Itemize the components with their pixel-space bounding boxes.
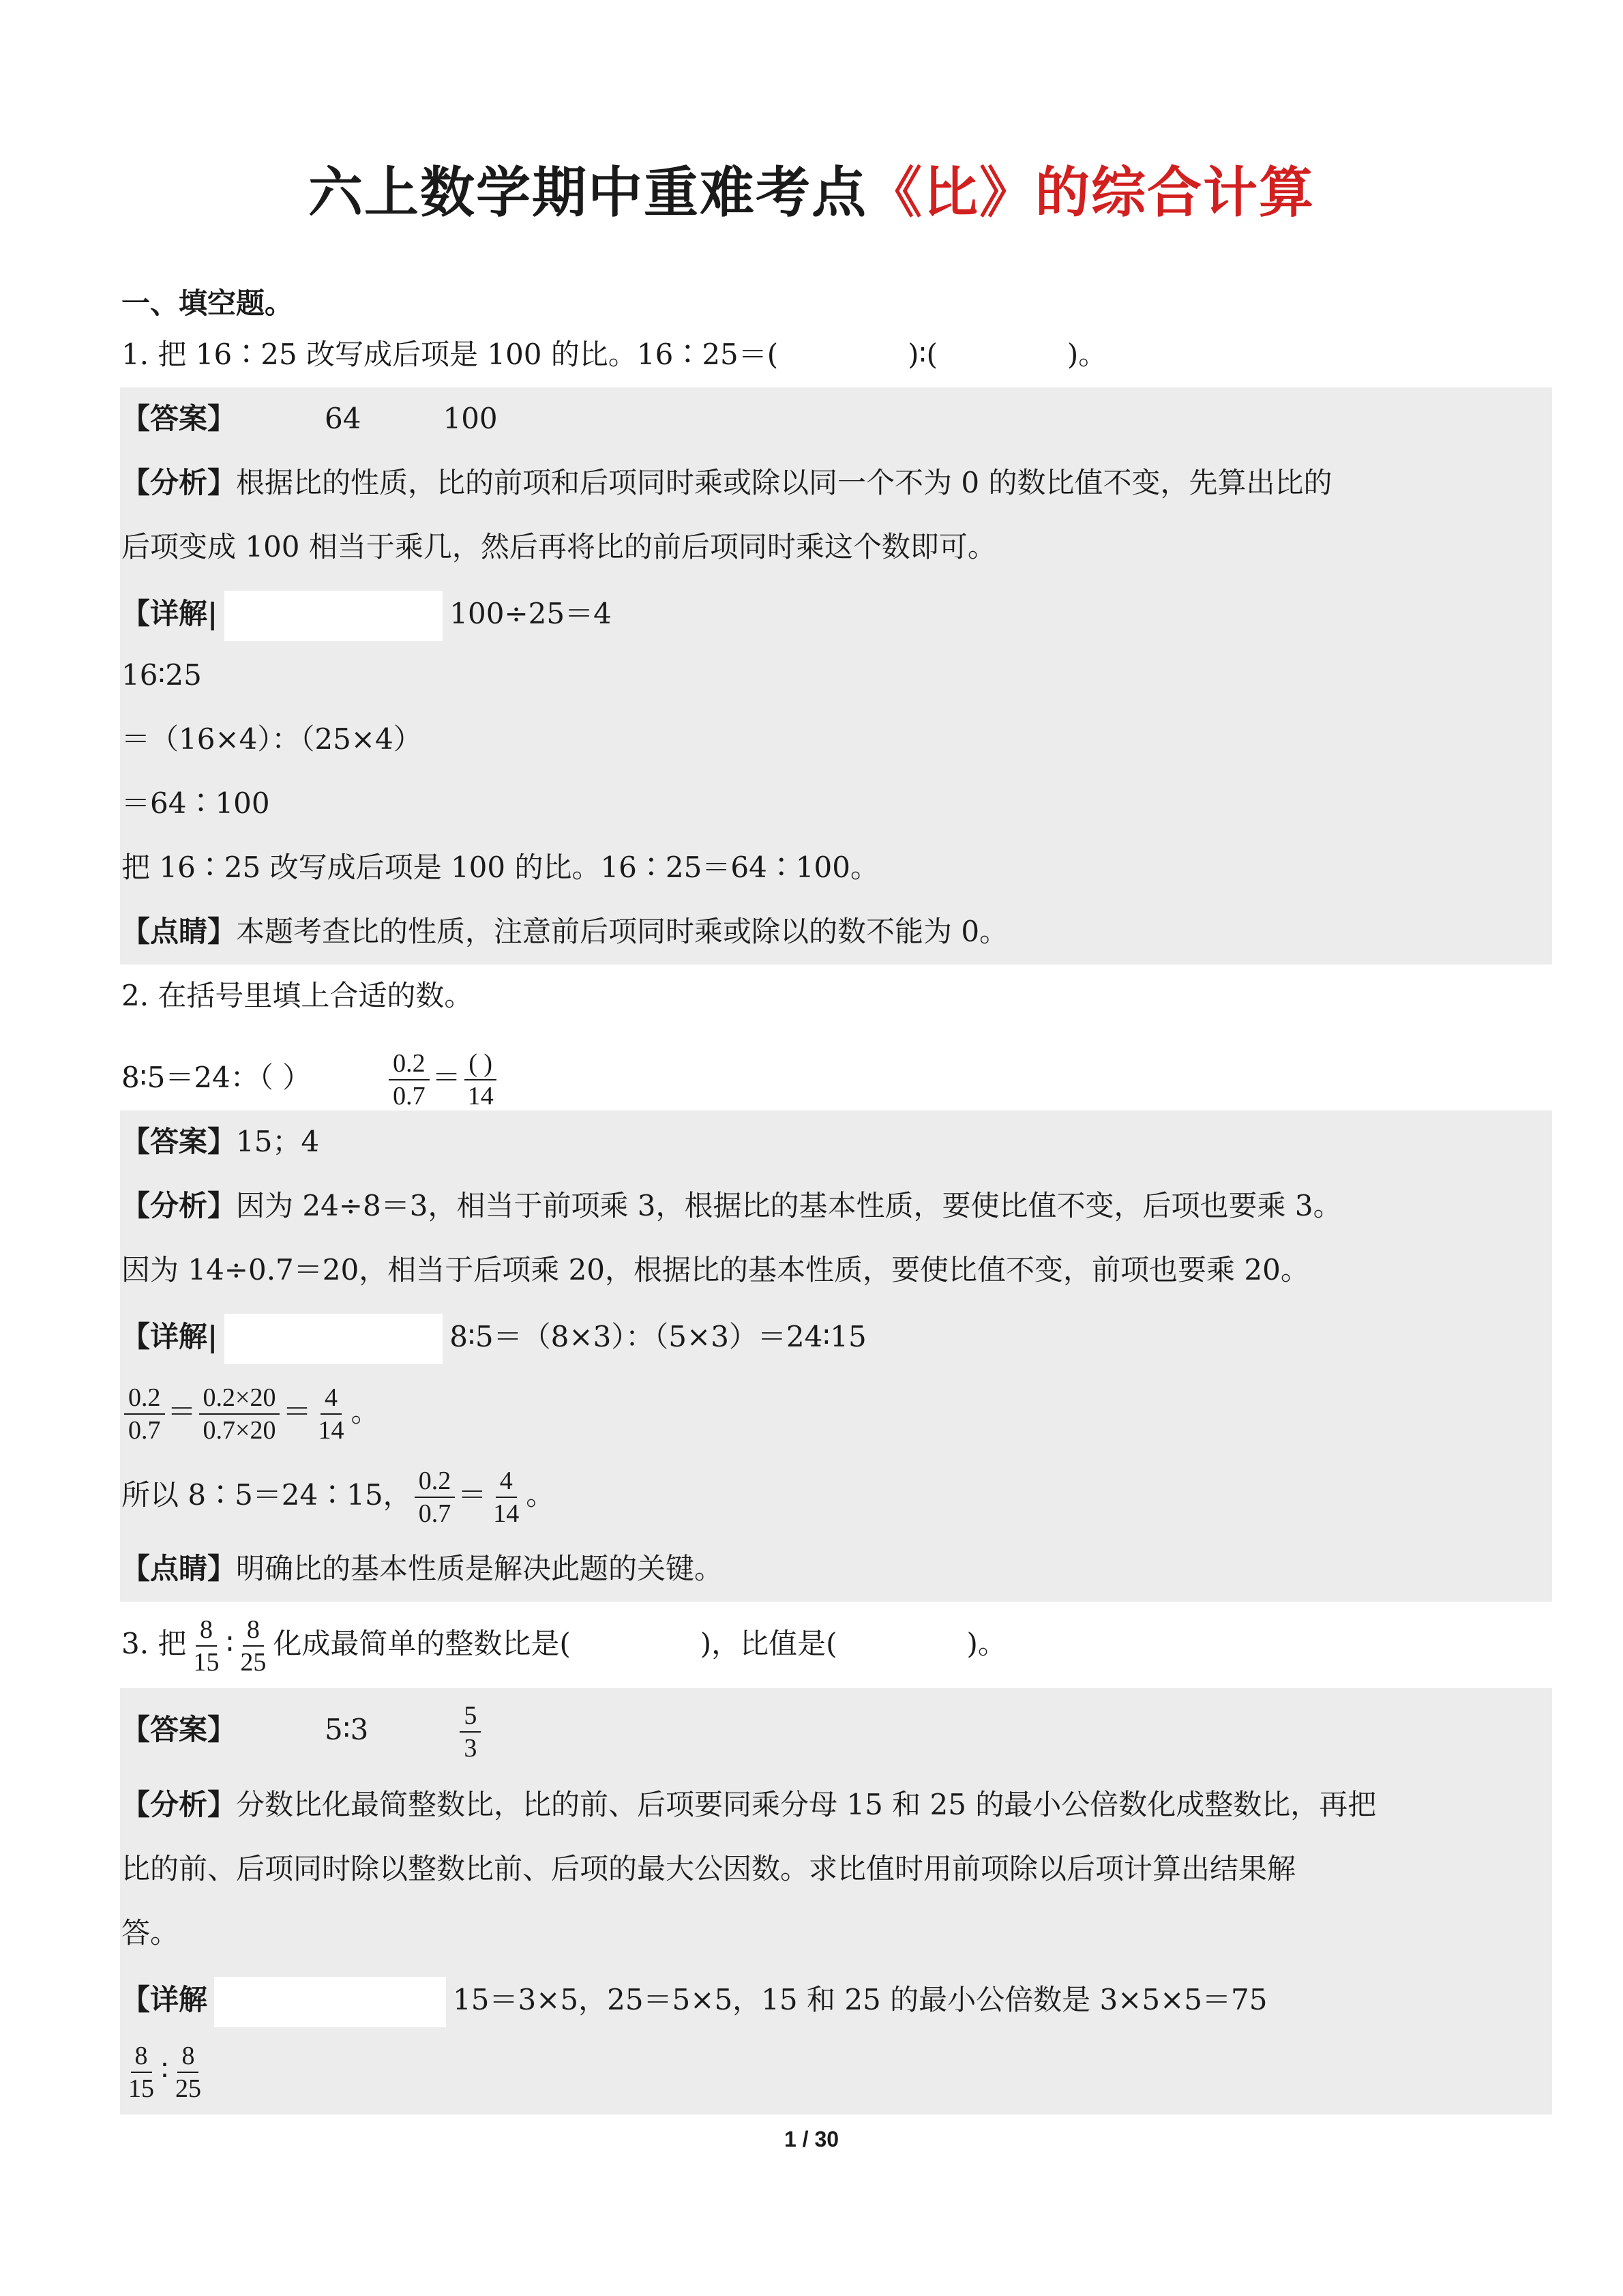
q3-analysis-line-2: 比的前、后项同时除以整数比前、后项的最大公因数。求比值时用前项除以后项计算出结果解 (121, 1852, 1296, 1885)
q3-detail-label: 【详解 (121, 1983, 208, 2016)
q2-so-period: 。 (526, 1478, 555, 1512)
q1-detail-blank (224, 591, 443, 641)
q1-analysis-line-2: 后项变成 100 相当于乘几，然后再将比的前后项同时乘这个数即可。 (121, 530, 996, 563)
q3-answer (121, 1696, 483, 1764)
q3-stem-mid2: )，比值是( (700, 1627, 837, 1660)
q1-answer (121, 398, 498, 439)
q2-comment-text: 明确比的基本性质是解决此题的关键。 (236, 1552, 724, 1585)
q3-answer-ratio: 5∶3 (325, 1713, 369, 1746)
q3-detail-text-0: 15＝3×5，25＝5×5，15 和 25 的最小公倍数是 3×5×5＝75 (453, 1983, 1268, 2016)
q3-dr-b-num: 8 (177, 2040, 198, 2073)
q2-d2-den: 0.7×20 (203, 1416, 276, 1445)
q3-detail-line-0 (121, 1977, 1267, 2027)
q2-so-f2-den: 14 (493, 1499, 520, 1528)
section-heading: 一、填空题。 (121, 286, 294, 320)
q1-analysis-text-1: 根据比的性质，比的前项和后项同时乘或除以同一个不为 0 的数比值不变，先算出比的 (236, 466, 1332, 499)
q1-answer-v1: 64 (325, 402, 361, 435)
q2-so-f2-num: 4 (496, 1465, 517, 1498)
q3-frac-b (236, 1614, 270, 1678)
q2-f2-num: ( ) (464, 1048, 496, 1080)
q2-analysis-line-1 (121, 1186, 1342, 1226)
q3-answer-label: 【答案】 (121, 1713, 237, 1746)
q1-stem-a: 1. 把 16∶25 改写成后项是 100 的比。16∶25＝( (121, 338, 779, 371)
q1-analysis-line-1 (121, 462, 1332, 503)
q1-detail-line-2: ＝（16×4）：（25×4） (121, 722, 422, 756)
page-title (0, 149, 1623, 227)
q3-fa-den: 15 (193, 1648, 220, 1677)
q3-stem-mid: 化成最简单的整数比是( (273, 1627, 571, 1660)
q2-so-text: 所以 8∶5＝24∶15， (121, 1478, 412, 1512)
q3-colon: ∶ (226, 1627, 234, 1660)
q2-so-f1-den: 0.7 (418, 1499, 451, 1528)
q2-d3 (314, 1382, 348, 1446)
question-3-stem (121, 1610, 1007, 1678)
q1-detail-line-0 (121, 591, 612, 641)
q3-analysis-line-3: 答。 (121, 1916, 179, 1949)
q2-answer (121, 1121, 319, 1162)
question-2-stem: 2. 在括号里填上合适的数。 (121, 979, 473, 1012)
q2-so-line (121, 1461, 554, 1529)
q2-detail-line-0 (121, 1314, 867, 1364)
q3-dr-a-num: 8 (131, 2040, 152, 2073)
q2-d-eq-1: ＝ (167, 1395, 196, 1428)
q2-detail-label: 【详解| (121, 1320, 218, 1353)
q3-fb-den: 25 (240, 1648, 267, 1677)
q2-equations (121, 1044, 501, 1112)
q3-analysis-text-1: 分数比化最简整数比，比的前、后项要同乘分母 15 和 25 的最小公倍数化成整数比，再把 (236, 1788, 1377, 1821)
q2-comment (121, 1548, 723, 1589)
q3-analysis-line-1 (121, 1784, 1376, 1825)
q3-frac-a (189, 1614, 223, 1678)
q2-fraction-left (389, 1048, 430, 1112)
q3-analysis-label: 【分析】 (121, 1788, 237, 1821)
q3-detail-fraction-ratio (121, 2036, 208, 2104)
q3-dr-a-den: 15 (128, 2074, 154, 2103)
q2-so-f2 (489, 1465, 523, 1529)
q2-analysis-label: 【分析】 (121, 1189, 237, 1222)
q2-detail-fractions (121, 1378, 379, 1446)
q1-detail-line-3: ＝64∶100 (121, 786, 270, 820)
q1-answer-v2: 100 (443, 402, 498, 435)
q2-comment-label: 【点睛】 (121, 1552, 237, 1585)
q2-f1-num: 0.2 (389, 1048, 430, 1080)
q1-detail-label: 【详解| (121, 597, 218, 630)
q2-d3-den: 14 (318, 1416, 344, 1445)
q2-d2 (199, 1382, 280, 1446)
q2-d-eq-2: ＝ (282, 1395, 312, 1428)
q2-detail-text-0: 8∶5＝（8×3）：（5×3）＝24∶15 (449, 1320, 867, 1353)
q2-f2-den: 14 (467, 1082, 494, 1110)
q2-d3-num: 4 (321, 1382, 342, 1415)
q1-comment-label: 【点睛】 (121, 915, 237, 948)
q3-fa-num: 8 (196, 1614, 217, 1647)
q2-fraction-right (464, 1048, 498, 1112)
q1-comment-text: 本题考查比的性质，注意前后项同时乘或除以的数不能为 0。 (236, 915, 1009, 948)
q3-dr-b (171, 2040, 205, 2104)
q2-answer-label: 【答案】 (121, 1125, 237, 1158)
q1-stem-b: )∶( (908, 338, 938, 371)
q3-stem-prefix: 3. 把 (121, 1627, 187, 1660)
q2-d2-num: 0.2×20 (199, 1382, 280, 1415)
q1-answer-label: 【答案】 (121, 402, 237, 435)
q1-stem-c: )。 (1067, 338, 1107, 371)
q2-analysis-text-1: 因为 24÷8＝3，相当于前项乘 3，根据比的基本性质，要使比值不变，后项也要乘 3。 (236, 1189, 1342, 1222)
q2-d1-den: 0.7 (128, 1416, 161, 1445)
q3-fb-num: 8 (243, 1614, 264, 1647)
q1-detail-line-1: 16∶25 (121, 658, 202, 692)
q2-so-f1-num: 0.2 (415, 1465, 456, 1498)
q3-dr-b-den: 25 (175, 2074, 201, 2103)
q2-eq1: 8∶5＝24：（ ） (121, 1061, 312, 1094)
q2-f1-den: 0.7 (393, 1082, 426, 1110)
q3-ans-num: 5 (460, 1700, 481, 1733)
question-1-stem (121, 334, 1107, 375)
q2-d-period: 。 (351, 1395, 380, 1428)
q2-eq-sign: ＝ (432, 1061, 461, 1094)
q2-so-eq: ＝ (458, 1478, 487, 1512)
q3-detail-blank (214, 1977, 446, 2027)
q1-detail-text-0: 100÷25＝4 (449, 597, 612, 630)
q3-ans-den: 3 (464, 1734, 477, 1763)
page-number: 1 / 30 (784, 2127, 839, 2151)
q2-detail-blank (224, 1314, 443, 1364)
q1-analysis-label: 【分析】 (121, 466, 237, 499)
q1-comment (121, 911, 1008, 952)
q2-d1-num: 0.2 (124, 1382, 165, 1415)
title-highlight: 《比》的综合计算 (867, 160, 1315, 224)
q1-detail-line-4: 把 16∶25 改写成后项是 100 的比。16∶25＝64∶100。 (121, 851, 879, 884)
q2-so-f1 (415, 1465, 456, 1529)
q3-stem-end: )。 (966, 1627, 1007, 1660)
q3-dr-a (124, 2040, 158, 2104)
q3-dr-colon: ∶ (161, 2053, 168, 2087)
q2-analysis-line-2: 因为 14÷0.7＝20，相当于后项乘 20，根据比的基本性质，要使比值不变，前项也要乘 20。 (121, 1253, 1309, 1286)
q2-answer-text: 15；4 (236, 1125, 320, 1158)
q2-d1 (124, 1382, 165, 1446)
title-main: 六上数学期中重难考点 (308, 160, 867, 224)
q3-answer-fraction (460, 1700, 481, 1764)
